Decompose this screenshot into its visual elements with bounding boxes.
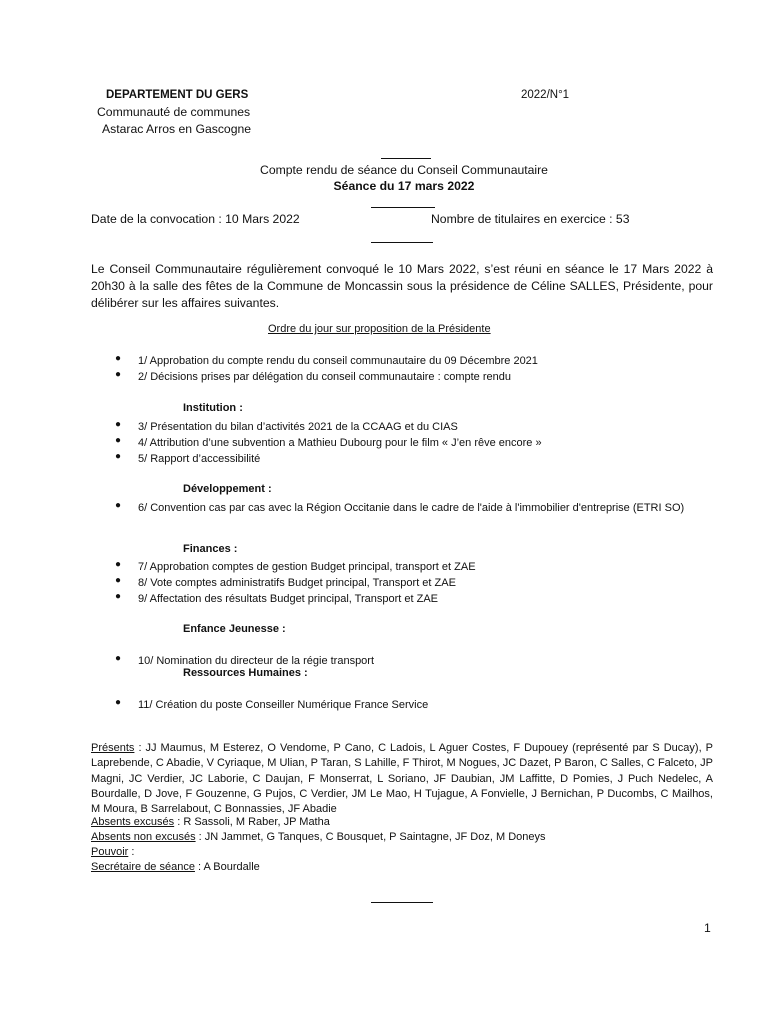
agenda-title: Ordre du jour sur proposition de la Présidente [268,323,491,335]
agenda-item: 4/ Attribution d’une subvention a Mathieu Dubourg pour le film « J’en rêve encore » [138,437,542,449]
agenda-item: 7/ Approbation comptes de gestion Budget principal, transport et ZAE [138,561,476,573]
agenda-item: 6/ Convention cas par cas avec la Région Occitanie dans le cadre de l'aide à l'immobilier d'entreprise (ETRI SO) [138,502,685,514]
excuses-list: : R Sassoli, M Raber, JP Matha [174,816,330,828]
pouvoir-value: : [128,846,135,858]
section-heading-enfance: Enfance Jeunesse : [183,623,286,635]
excuses-block [91,815,713,830]
bullet-icon: ● [115,575,122,586]
bullet-icon: ● [115,369,122,380]
separator-line [371,242,433,243]
bullet-icon: ● [115,653,122,664]
department-name: DEPARTEMENT DU GERS [106,89,249,101]
session-date-title: Séance du 17 mars 2022 [333,179,475,193]
titulaires-count: Nombre de titulaires en exercice : 53 [431,212,630,226]
non-excuses-list: : JN Jammet, G Tanques, C Bousquet, P Saintagne, JF Doz, M Doneys [195,831,546,843]
agenda-item: 1/ Approbation du compte rendu du conseil communautaire du 09 Décembre 2021 [138,355,538,367]
presents-block [91,741,713,817]
secretaire-block [91,860,713,875]
agenda-item: 3/ Présentation du bilan d’activités 2021 de la CCAAG et du CIAS [138,421,458,433]
section-heading-rh: Ressources Humaines : [183,667,308,679]
presents-label: Présents [91,742,135,754]
intro-paragraph: Le Conseil Communautaire régulièrement convoqué le 10 Mars 2022, s’est réuni en séance le 17 Mars 2022 à 20h30 à la salle des fêtes de la Commune de Moncassin sous la présidence de Céline SALLES, Présidente, pour délibérer sur les affaires suivantes. [91,262,713,310]
bullet-icon: ● [115,559,122,570]
non-excuses-label: Absents non excusés [91,831,196,843]
agenda-item: 9/ Affectation des résultats Budget principal, Transport et ZAE [138,593,439,605]
agenda-item: 10/ Nomination du directeur de la régie transport [138,655,375,667]
community-name-line1: Communauté de communes [97,105,251,119]
section-heading-developpement: Développement : [183,483,272,495]
pouvoir-label: Pouvoir [91,846,129,858]
presents-list: : JJ Maumus, M Esterez, O Vendome, P Cano, C Ladois, L Aguer Costes, F Dupouey (représenté par S Ducay), P Laprebende, C Abadie, V Cyriaque, M Ulian, P Taran, S Lahille, F Thirot, M Nogues, JC Dazet, P Baron, C Salles, C Falceto, JP Magni, JC Verdier, JC Laborie, C Daujan, F Monserrat, L Soriano, JF Daubian, JM Laffitte, D Pomies, J Puch Nedelec, A Bourdalle, D Jove, F Gouzenne, G Pujos, C Verdier, JM Le Mao, H Tujague, A Fonvielle, J Bernichan, P Ducombs, C Mailhos, M Moura, B Sarrelabout, C Bonnassies, JF Abadie [91,742,713,816]
separator-line [371,902,433,903]
secretaire-label: Secrétaire de séance [91,861,195,873]
document-number: 2022/N°1 [521,89,570,101]
bullet-icon: ● [115,435,122,446]
section-heading-institution: Institution : [183,402,243,414]
section-heading-finances: Finances : [183,543,238,555]
bullet-icon: ● [115,500,122,511]
excuses-label: Absents excusés [91,816,175,828]
secretaire-value: : A Bourdalle [194,861,260,873]
separator-line [371,207,435,208]
non-excuses-block [91,830,713,845]
agenda-item: 11/ Création du poste Conseiller Numérique France Service [138,699,429,711]
separator-line [381,158,431,159]
bullet-icon: ● [115,419,122,430]
agenda-item: 5/ Rapport d’accessibilité [138,453,261,465]
convocation-date: Date de la convocation : 10 Mars 2022 [91,212,300,226]
community-name-line2: Astarac Arros en Gascogne [102,122,252,136]
pouvoir-block [91,845,713,860]
bullet-icon: ● [115,591,122,602]
report-title: Compte rendu de séance du Conseil Communautaire [260,163,548,177]
bullet-icon: ● [115,697,122,708]
bullet-icon: ● [115,353,122,364]
page-number: 1 [704,921,711,935]
agenda-item: 2/ Décisions prises par délégation du conseil communautaire : compte rendu [138,371,511,383]
bullet-icon: ● [115,451,122,462]
agenda-item: 8/ Vote comptes administratifs Budget principal, Transport et ZAE [138,577,456,589]
